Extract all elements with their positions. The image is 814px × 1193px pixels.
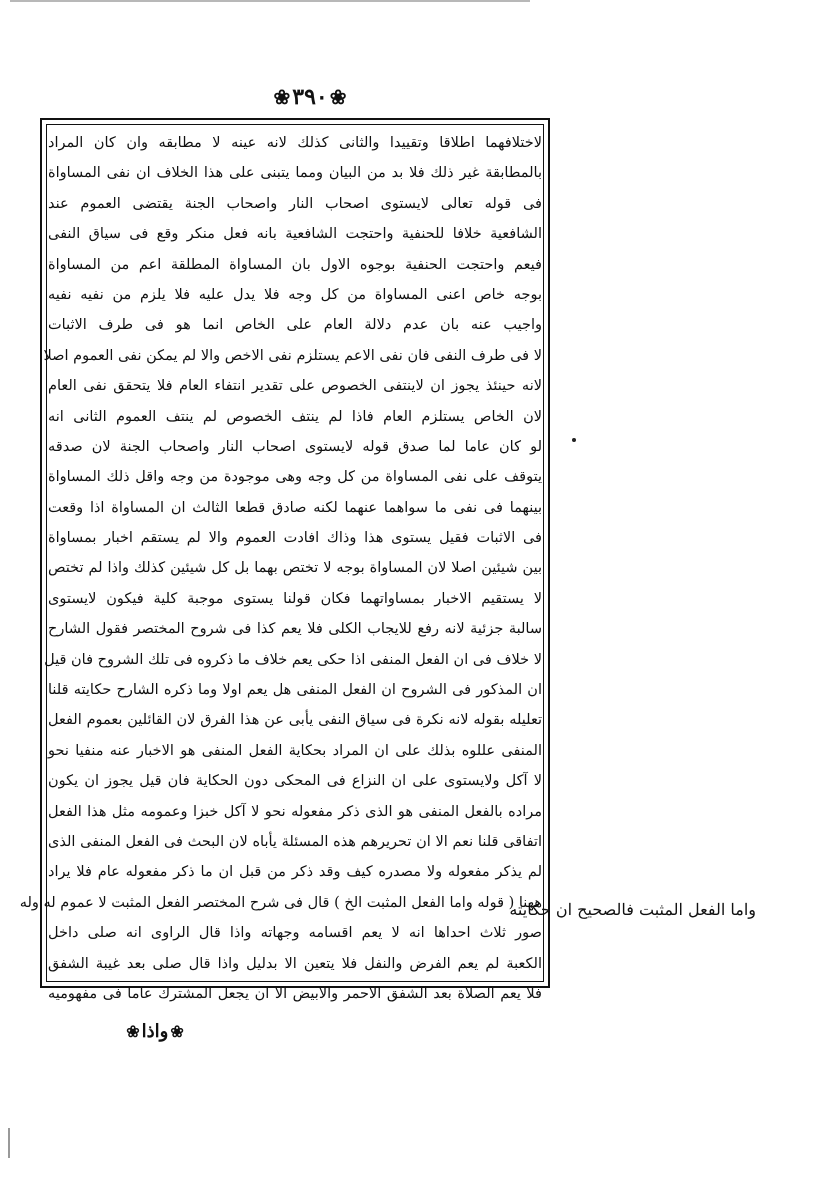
text-line: يتوقف على نفى المساواة من كل وجه وهى موجودة من وجه واقل ذلك المساواة [48, 469, 542, 486]
text-line: لاختلافهما اطلاقا وتقييدا والثانى كذلك لانه عينه لا مطابقه وان كان المراد [48, 135, 542, 151]
text-line: المنفى عللوه بذلك على ان المراد بحكاية الفعل المنفى هو الاخبار عنه منفيا نحو [48, 742, 542, 759]
text-line: فلا يعم الصلاة بعد الشفق الاحمر والابيض الا ان يجعل المشترك عاما فى مفهوميه [48, 985, 542, 1002]
text-line: بوجه خاص اعنى المساواة من كل وجه فلا يدل عليه فلا يلزم من نفيه نفيه [48, 286, 542, 303]
text-line: لا فى طرف النفى فان نفى الاعم يستلزم نفى الاخص والا لم يمكن نفى العموم اصلا [43, 347, 542, 364]
margin-note: واما الفعل المثبت فالصحيح ان حكايته [509, 900, 756, 919]
text-line: لان الخاص يستلزم العام فاذا لم ينتف الخصوص لم ينتف العموم الثانى انه [48, 408, 542, 425]
page-number [250, 82, 370, 112]
text-line: بينهما فى نفى ما سواهما عنهما لكنه صادق قطعا الثالث ان المساواة اذا وقعت [48, 499, 542, 516]
text-line: تعليله بقوله لانه نكرة فى سياق النفى يأبى عن هذا الفرق لان القائلين بعموم الفعل [48, 712, 542, 729]
text-line: واجيب عنه بان عدم دلالة العام على الخاص انما هو فى طرف الاثبات [48, 317, 542, 334]
ornament-icon: ❀ [329, 85, 347, 109]
ornament-icon: ❀ [170, 1022, 184, 1041]
text-line: بالمطابقة غير ذلك فلا بد من البيان ومما يتبنى على هذا الخلاف ان نفى المساواة [48, 165, 542, 182]
text-line: ههنا ( قوله واما الفعل المثبت الخ ) قال فى شرح المختصر الفعل المثبت لا عموم له وله [19, 894, 542, 911]
text-line: اتفاقى قلنا نعم الا ان تحريرهم هذه المسئلة يأباه لان البحث فى الفعل المنفى الذى [48, 833, 542, 850]
text-line: الكعبة لم يعم الفرض والنفل فلا يتعين الا بدليل واذا قال صلى بعد غيبة الشفق [48, 955, 542, 972]
text-line: ان المذكور فى الشروح ان الفعل المنفى هل يعم اولا وما ذكره الشارح حكايته قلنا [48, 682, 542, 699]
text-line: فى الاثبات فقيل يستوى هذا وذاك افادت العموم والا لم يستقم اخبار بمساواة [48, 530, 542, 547]
text-line: فى قوله تعالى لايستوى اصحاب النار واصحاب الجنة يقتضى العموم عند [48, 195, 542, 212]
ink-dot [572, 438, 576, 442]
text-line: لا يستقيم الاخبار بمساواتهما فكان قولنا يستوى موجبة كلية فيكون لايستوى [48, 590, 542, 607]
text-line: لم يذكر مفعوله ولا مصدره كيف وقد ذكر من قبل ان ما ذكر مفعوله عام فلا يراد [48, 864, 542, 881]
text-line: لانه حينئذ يجوز ان لاينتفى الخصوص على تقدير انتفاء العام فلا يتحقق نفى العام [48, 378, 542, 395]
text-line: مراده بالفعل المنفى هو الذى ذكر مفعوله نحو لا آكل خبزا وعمومه مثل هذا الفعل [48, 803, 542, 820]
scan-edge-mark-top [10, 0, 530, 2]
text-line: سالبة جزئية لانه رفع للايجاب الكلى فلا يعم كذا فى شروح المختصر فقول الشارح [48, 621, 542, 638]
ornament-icon: ❀ [273, 85, 291, 109]
text-line: الشافعية خلافا للحنفية واحتجت الشافعية بانه فعل منكر وقع فى سياق النفى [48, 226, 542, 243]
page-number-value: ٣٩٠ [292, 84, 328, 110]
catchword [100, 1018, 210, 1046]
text-line: لو كان عاما لما صدق قوله لايستوى اصحاب النار واصحاب الجنة لان صدقه [48, 438, 542, 455]
main-text-block [19, 128, 542, 1002]
catchword-text: واذا [141, 1021, 169, 1042]
scan-edge-mark-left [8, 1128, 10, 1158]
text-line: بين شيئين اصلا لان المساواة بوجه لا تختص بهما بل كل شيئين كذلك واذا لم تختص [48, 560, 542, 577]
text-line: لا آكل ولايستوى على ان النزاع فى المحكى دون الحكاية فان قيل يجوز ان يكون [48, 773, 542, 790]
text-line: لا خلاف فى ان الفعل المنفى اذا حكى يعم خلاف ما ذكروه فى تلك الشروح فان قيل [44, 651, 542, 668]
text-line: فيعم واحتجت الحنفية بوجوه الاول بان المساواة المطلقة اعم من المساواة [48, 256, 542, 273]
text-line: صور ثلاث احداها انه لا يعم اقسامه وجهاته واذا قال الراوى انه صلى داخل [48, 925, 542, 942]
ornament-icon: ❀ [126, 1022, 140, 1041]
